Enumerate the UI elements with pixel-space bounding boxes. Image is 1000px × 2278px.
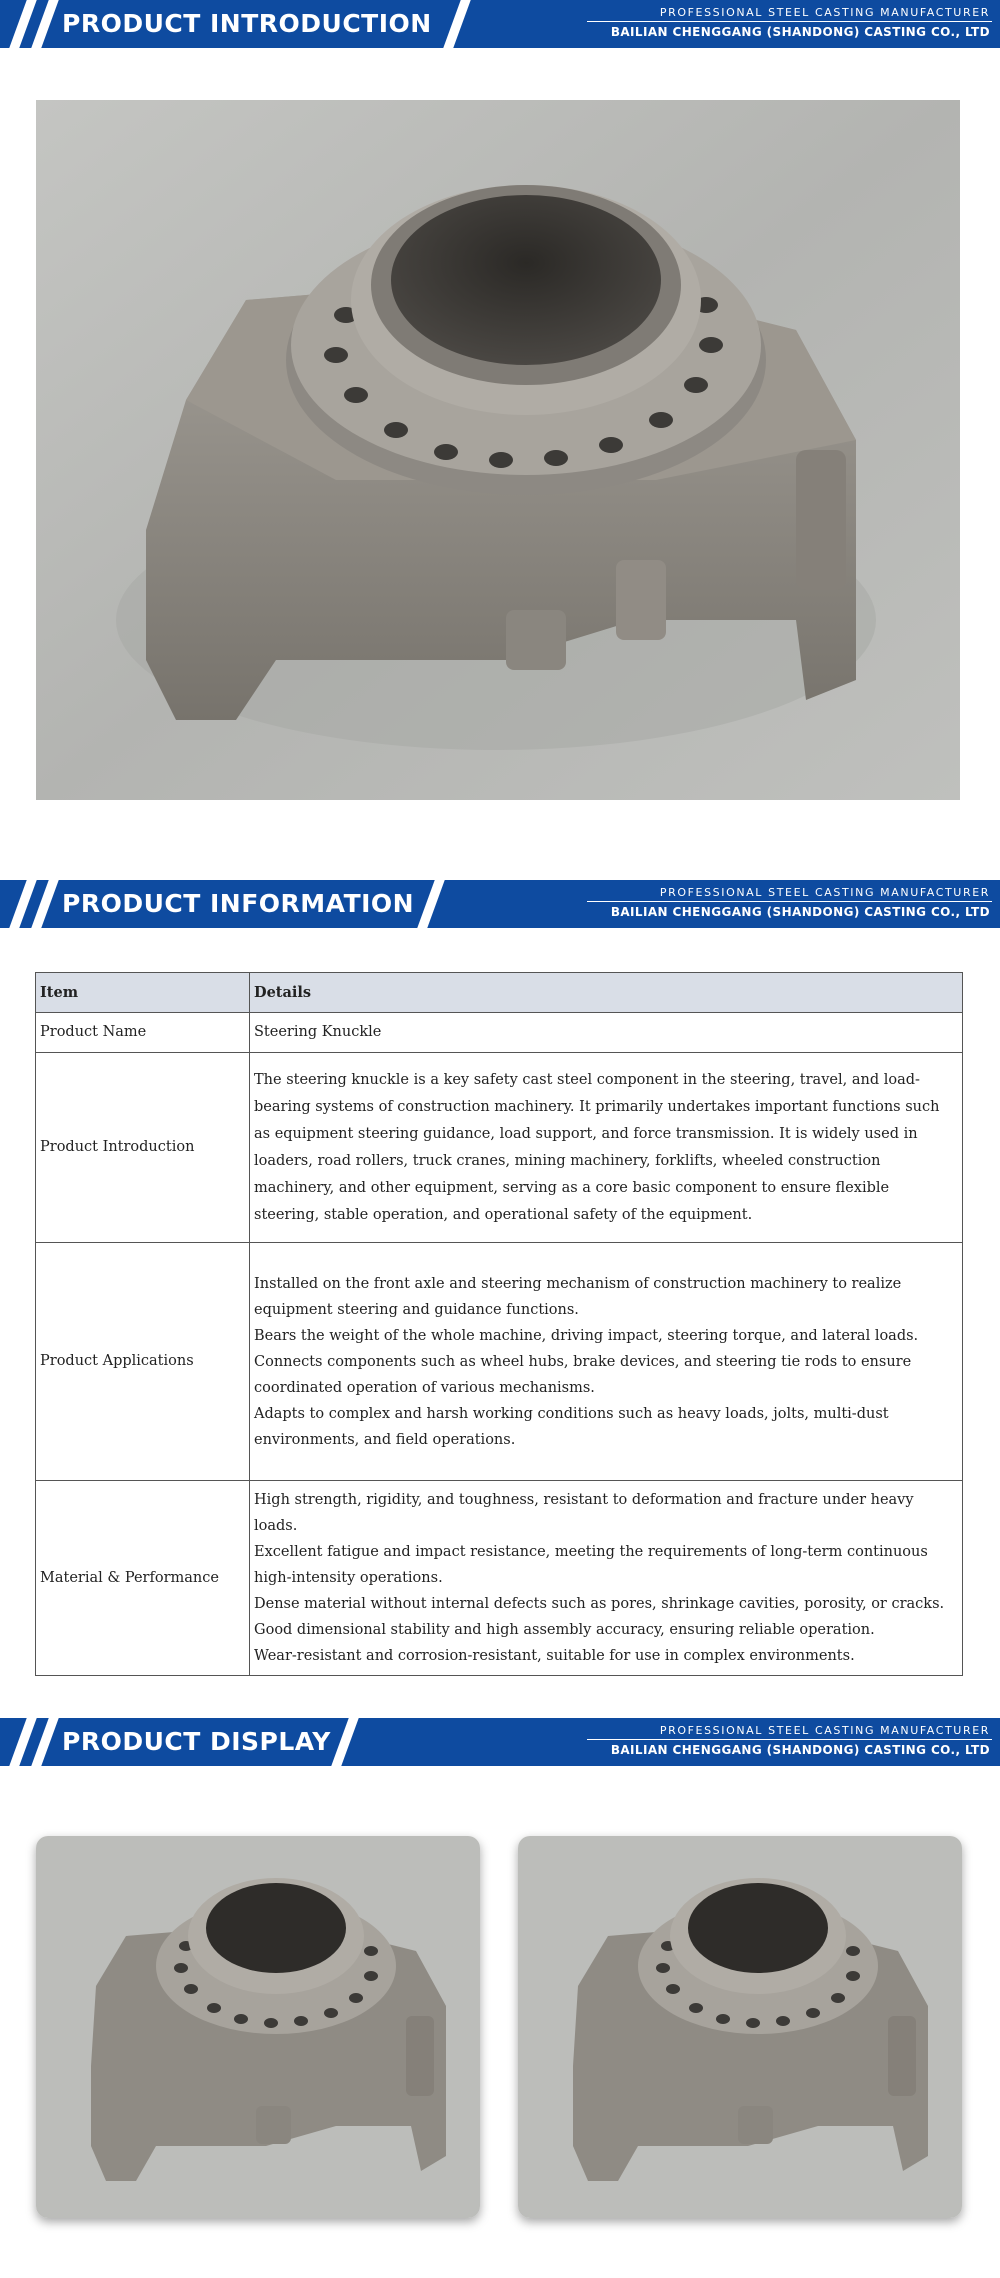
section-banner-info [0,880,1000,928]
row-details: Steering Knuckle [250,1013,963,1053]
detail-line: Wear-resistant and corrosion-resistant, suitable for use in complex environments. [254,1648,855,1664]
section-title: PRODUCT DISPLAY [62,1727,331,1756]
product-display-photo-2 [518,1836,962,2218]
row-details [250,1053,963,1243]
banner-subtitle: PROFESSIONAL STEEL CASTING MANUFACTURER [659,1724,990,1737]
row-details [250,1481,963,1676]
row-item: Material & Performance [36,1481,250,1676]
banner-subtitle: PROFESSIONAL STEEL CASTING MANUFACTURER [659,6,990,19]
row-item: Product Name [36,1013,250,1053]
section-banner-display [0,1718,1000,1766]
detail-line: Connects components such as wheel hubs, brake devices, and steering tie rods to ensure coordinated operation of various mechanisms. [254,1353,912,1396]
table-row [36,1053,963,1243]
table-row [36,1481,963,1676]
detail-line: Dense material without internal defects such as pores, shrinkage cavities, porosity, or cracks. [254,1596,945,1612]
detail-line: Bears the weight of the whole machine, driving impact, steering torque, and lateral loads. [254,1327,919,1344]
section-title: PRODUCT INFORMATION [62,889,415,918]
banner-subtitle: PROFESSIONAL STEEL CASTING MANUFACTURER [659,886,990,899]
detail-line: Adapts to complex and harsh working conditions such as heavy loads, jolts, multi-dust environments, and field operations. [254,1405,889,1448]
header-item: Item [36,973,250,1013]
header-details: Details [250,973,963,1013]
product-photo-main [36,100,960,800]
table-row [36,1243,963,1481]
detail-line: Excellent fatigue and impact resistance, meeting the requirements of long-term continuous high-intensity operations. [254,1544,928,1586]
banner-company: BAILIAN CHENGGANG (SHANDONG) CASTING CO., LTD [610,905,990,919]
row-details-text: The steering knuckle is a key safety cast steel component in the steering, travel, and load-bearing systems of construction machinery. It primarily undertakes important functions such as equipment steering guidance, load support, and force transmission. It is widely used in loaders, road rollers, truck cranes, mining machinery, forklifts, wheeled construction machinery, and other equipment, serving as a core basic component to ensure flexible steering, stable operation, and operational safety of the equipment. [254,1071,940,1223]
row-item: Product Introduction [36,1053,250,1243]
detail-line: Installed on the front axle and steering mechanism of construction machinery to realize equipment steering and guidance functions. [254,1275,902,1318]
table-header-row [36,973,963,1013]
row-details [250,1243,963,1481]
product-display-photo-1 [36,1836,480,2218]
banner-company: BAILIAN CHENGGANG (SHANDONG) CASTING CO., LTD [610,25,990,39]
section-title: PRODUCT INTRODUCTION [62,9,432,38]
table-row [36,1013,963,1053]
banner-company: BAILIAN CHENGGANG (SHANDONG) CASTING CO., LTD [610,1743,990,1757]
section-banner-intro [0,0,1000,48]
detail-line: High strength, rigidity, and toughness, resistant to deformation and fracture under heavy loads. [254,1492,914,1534]
detail-line: Good dimensional stability and high assembly accuracy, ensuring reliable operation. [254,1622,875,1638]
row-item: Product Applications [36,1243,250,1481]
product-info-table [35,972,963,1676]
